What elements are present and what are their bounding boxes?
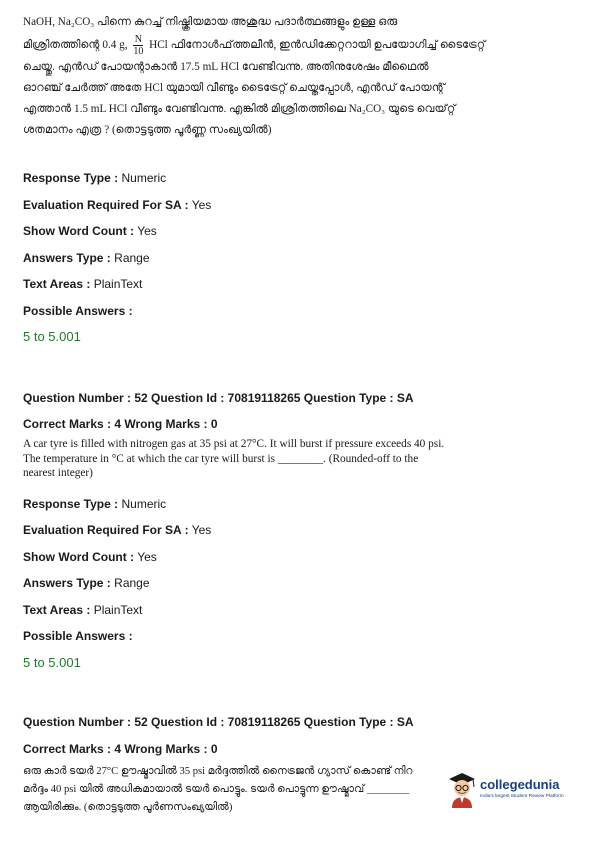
q1-line-2-pre: മിശ്രിതത്തിന്റെ 0.4 g, bbox=[23, 39, 128, 51]
q1-fraction bbox=[133, 34, 143, 57]
q3-header: Question Number : 52 Question Id : 70819118265 Question Type : SA bbox=[23, 715, 414, 729]
q1-text-areas: Text Areas : PlainText bbox=[23, 277, 143, 291]
question-1-text bbox=[23, 12, 563, 141]
q1-possible-answer: 5 to 5.001 bbox=[23, 329, 81, 344]
q1-evaluation-required: Evaluation Required For SA : Yes bbox=[23, 198, 212, 212]
q2-possible-answer: 5 to 5.001 bbox=[23, 655, 81, 670]
q2-text bbox=[23, 437, 463, 481]
q1-possible-answers-label: Possible Answers : bbox=[23, 304, 133, 318]
collegedunia-logo-text: collegedunia bbox=[480, 777, 560, 792]
q3-line-1: ഒരു കാർ ടയർ 27°C ഊഷ്മാവിൽ 35 psi മർദ്ദത്തിൽ നൈട്രജൻ ഗ്യാസ് കൊണ്ട് നിറ bbox=[23, 766, 413, 777]
q1-line-5: എത്താൻ 1.5 mL HCl വീണ്ടും വേണ്ടിവന്നു. എങ്കിൽ മിശ്രിതത്തിലെ Na₂CO₃ യുടെ വെയ്റ്റ് bbox=[23, 103, 456, 115]
q1-word-count: Show Word Count : Yes bbox=[23, 224, 157, 238]
q3-text bbox=[23, 763, 435, 817]
q2-text-line-2: The temperature in °C at which the car tyre will burst is ________. (Rounded-off to the bbox=[23, 452, 419, 465]
q1-line-1: NaOH, Na₂CO₃ പിന്നെ കുറച്ച് നിഷ്ക്രിയമായ അശുദ്ധ പദാർത്ഥങ്ങളും ഉള്ള ഒരു bbox=[23, 16, 398, 28]
q3-line-3: ആയിരിക്കും. (തൊട്ടടുത്ത പൂർണസംഖ്യയിൽ) bbox=[23, 802, 233, 813]
q2-possible-answers-label: Possible Answers : bbox=[23, 629, 133, 643]
q1-response-type: Response Type : Numeric bbox=[23, 171, 167, 185]
q2-text-line-1: A car tyre is filled with nitrogen gas at 35 psi at 27°C. It will burst if pressure exceeds 40 psi. bbox=[23, 438, 445, 450]
mascot-logo-icon bbox=[446, 770, 478, 810]
q2-text-line-3: nearest integer) bbox=[23, 467, 93, 479]
q1-fraction-den: 10 bbox=[133, 45, 144, 57]
q2-marks: Correct Marks : 4 Wrong Marks : 0 bbox=[23, 417, 218, 431]
q1-line-2-post: HCl ഫിനോൾഫ്‌ത്തലീൻ, ഇൻഡിക്കേറ്ററായി ഉപയോഗിച്ച് ടൈട്രേറ്റ് bbox=[149, 39, 486, 51]
q3-line-2: മർദ്ദം 40 psi യിൽ അധികമായാൽ ടയർ പൊട്ടും. ടയർ പൊട്ടുന്ന ഊഷ്മാവ് ________ bbox=[23, 784, 410, 795]
q2-evaluation-required: Evaluation Required For SA : Yes bbox=[23, 523, 212, 537]
q1-line-4: ഓറഞ്ച് ചേർത്ത് അതേ HCl യുമായി വീണ്ടും ടൈട്രേറ്റ് ചെയ്തപ്പോൾ, എൻഡ് പോയന്റ് bbox=[23, 82, 445, 94]
q3-marks: Correct Marks : 4 Wrong Marks : 0 bbox=[23, 742, 218, 756]
q1-answers-type: Answers Type : Range bbox=[23, 251, 150, 265]
q1-line-2 bbox=[23, 33, 563, 57]
q2-response-type: Response Type : Numeric bbox=[23, 497, 167, 511]
collegedunia-tagline: India's largest Student Review Platform bbox=[480, 794, 564, 799]
q2-text-areas: Text Areas : PlainText bbox=[23, 603, 143, 617]
q2-header: Question Number : 52 Question Id : 70819118265 Question Type : SA bbox=[23, 391, 414, 405]
q1-line-6: ശതമാനം എത്ര ? (തൊട്ടടുത്ത പൂർണ്ണ സംഖ്യയിൽ) bbox=[23, 124, 272, 136]
q1-line-3: ചെയ്തു. എൻഡ് പോയന്റാകാൻ 17.5 mL HCl വേണ്ടിവന്നു. അതിനുശേഷം മീഥൈൽ bbox=[23, 61, 429, 73]
q2-answers-type: Answers Type : Range bbox=[23, 576, 150, 590]
q1-fraction-num: N bbox=[134, 33, 142, 45]
q2-word-count: Show Word Count : Yes bbox=[23, 550, 157, 564]
